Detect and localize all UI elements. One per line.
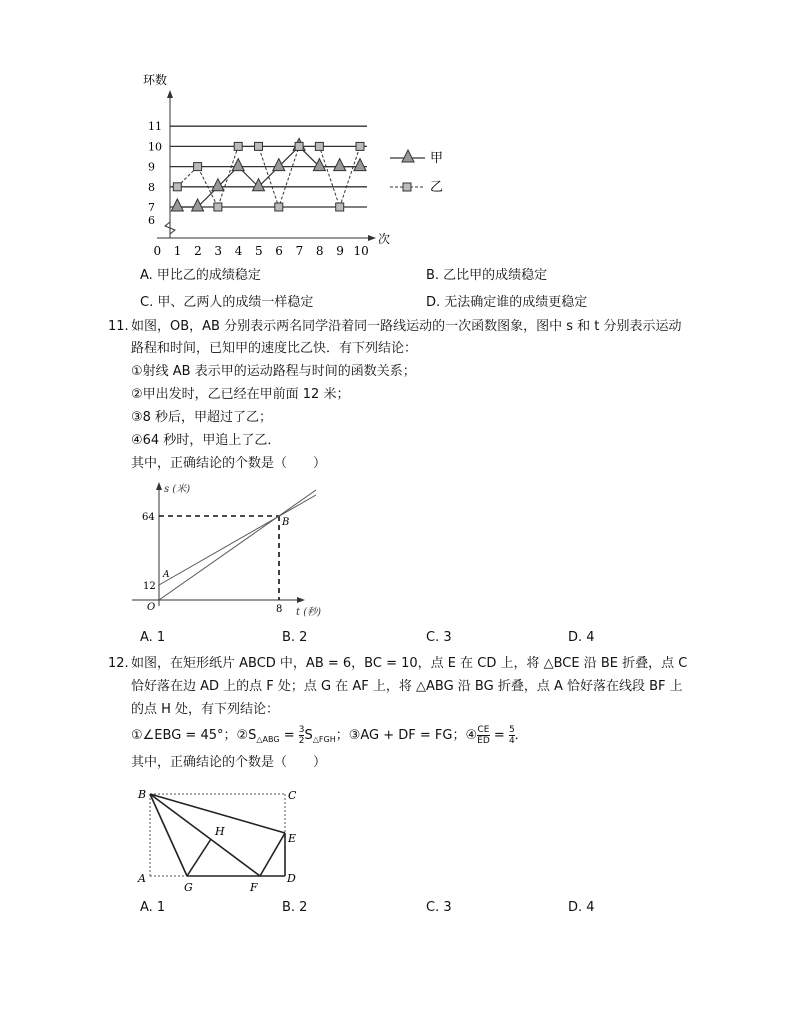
series-yi-point xyxy=(336,203,344,211)
series-jia-point xyxy=(354,159,366,171)
q12-conclusion-3: ③AG + DF = FG； xyxy=(348,728,466,743)
q12-conclusion-1: ①∠EBG = 45°； xyxy=(131,728,237,743)
figure-label-d: D xyxy=(287,872,296,885)
x-tick-6: 6 xyxy=(275,244,283,258)
figure-label-f: F xyxy=(250,881,258,894)
q11-conclusion-2: ②甲出发时，乙已经在甲前面 12 米； xyxy=(131,387,350,402)
x-tick-1: 1 xyxy=(173,244,182,258)
figure-label-e: E xyxy=(288,832,297,845)
y-tick-9: 9 xyxy=(148,160,155,174)
x-tick-3: 3 xyxy=(214,244,223,258)
graph-tick-12: 12 xyxy=(143,581,156,592)
distance-time-graph xyxy=(0,478,794,638)
q10-option-c[interactable]: C. 甲、乙两人的成绩一样稳定 xyxy=(140,295,314,310)
q12-conclusion-2: $②S_{\triangle ABG}$ = $\frac{3}{2}$ $S_{\triangle FGH}$； xyxy=(236,725,349,746)
x-tick-4: 4 xyxy=(234,244,243,258)
q12-conclusions xyxy=(131,725,528,751)
x-tick-7: 7 xyxy=(295,244,304,258)
y-tick-6: 6 xyxy=(148,214,155,227)
q12-question: 其中，正确结论的个数是（ ） xyxy=(131,755,327,770)
series-yi-point xyxy=(356,142,364,150)
q11-number: 11. xyxy=(108,319,129,334)
q11-text-line1: 如图，OB，AB 分别表示两名同学沿着同一路线运动的一次函数图象，图中 s 和 t 分别表示运动 xyxy=(131,319,682,334)
legend-yi-marker xyxy=(403,183,411,191)
y-tick-10: 10 xyxy=(148,140,162,154)
q11-conclusion-3: ③8 秒后，甲超过了乙； xyxy=(131,410,273,425)
y-axis-arrow xyxy=(167,90,173,98)
q12-text-line1: 如图，在矩形纸片 ABCD 中，AB = 6，BC = 10，点 E 在 CD 上，将 △BCE 沿 BE 折叠，点 C xyxy=(131,656,688,671)
graph-tick-64: 64 xyxy=(142,512,155,523)
series-jia-point xyxy=(171,199,183,211)
figure-label-g: G xyxy=(184,881,193,894)
figure-label-h: H xyxy=(215,825,225,838)
q11-text-line2: 路程和时间，已知甲的速度比乙快．有下列结论： xyxy=(131,341,418,356)
q11-option-d[interactable]: D. 4 xyxy=(568,630,595,645)
q12-text-line2: 恰好落在边 AD 上的点 F 处；点 G 在 AF 上，将 △ABG 沿 BG 折叠，点 A 恰好落在线段 BF 上 xyxy=(131,679,683,694)
q12-number: 12. xyxy=(108,656,129,671)
legend-yi-label: 乙 xyxy=(430,180,444,195)
q12-conclusion-4: ④ $\frac{CE}{ED}$ = $\frac{5}{4}$ ． xyxy=(465,725,528,746)
q11-option-c[interactable]: C. 3 xyxy=(426,630,452,645)
series-jia-point xyxy=(232,159,244,171)
series-yi-point xyxy=(295,142,303,150)
legend-jia-marker xyxy=(402,150,414,162)
q11-conclusion-1: ①射线 AB 表示甲的运动路程与时间的函数关系； xyxy=(131,364,416,379)
figure-label-a: A xyxy=(138,872,146,885)
x-tick-8: 8 xyxy=(315,244,324,258)
series-yi-point xyxy=(315,142,323,150)
graph-point-b: B xyxy=(282,517,290,528)
series-yi-point xyxy=(194,163,202,171)
y-tick-11: 11 xyxy=(148,120,162,134)
series-yi-line xyxy=(177,146,360,207)
q12-text-line3: 的点 H 处，有下列结论： xyxy=(131,702,280,717)
series-jia-point xyxy=(192,199,204,211)
x-tick-10: 10 xyxy=(353,244,369,258)
score-line-chart xyxy=(0,0,794,260)
graph-point-a: A xyxy=(163,570,170,580)
x-tick-0: 0 xyxy=(153,244,162,258)
series-jia-point xyxy=(253,179,265,191)
figure-label-c: C xyxy=(288,789,297,802)
x-axis-label: 次 xyxy=(378,232,391,246)
x-tick-9: 9 xyxy=(336,244,344,258)
legend-jia-label: 甲 xyxy=(430,151,444,166)
x-tick-5: 5 xyxy=(255,244,263,258)
y-axis-label: 环数 xyxy=(143,73,168,87)
series-jia-point xyxy=(212,179,224,191)
series-jia-point xyxy=(273,159,285,171)
q12-option-a[interactable]: A. 1 xyxy=(140,900,166,915)
figure-label-b: B xyxy=(138,788,147,801)
q11-option-a[interactable]: A. 1 xyxy=(140,630,166,645)
x-tick-2: 2 xyxy=(194,244,202,258)
series-yi-point xyxy=(255,142,263,150)
q10-option-b[interactable]: B. 乙比甲的成绩稳定 xyxy=(426,268,548,283)
q12-option-b[interactable]: B. 2 xyxy=(282,900,308,915)
q11-option-b[interactable]: B. 2 xyxy=(282,630,308,645)
series-yi-point xyxy=(234,142,242,150)
folding-rectangle-figure xyxy=(0,780,794,900)
q12-option-c[interactable]: C. 3 xyxy=(426,900,452,915)
graph-label-t: t (秒) xyxy=(296,607,321,618)
y-tick-8: 8 xyxy=(148,180,155,194)
q11-conclusion-4: ④64 秒时，甲追上了乙． xyxy=(131,433,281,448)
series-yi-point xyxy=(275,203,283,211)
q10-option-d[interactable]: D. 无法确定谁的成绩更稳定 xyxy=(426,295,588,310)
graph-tick-8: 8 xyxy=(276,604,283,615)
x-axis-arrow xyxy=(368,235,376,241)
series-yi-point xyxy=(214,203,222,211)
graph-label-s: s (米) xyxy=(164,484,191,495)
q12-option-d[interactable]: D. 4 xyxy=(568,900,595,915)
q11-question: 其中，正确结论的个数是（ ） xyxy=(131,456,327,471)
q10-option-a[interactable]: A. 甲比乙的成绩稳定 xyxy=(140,268,261,283)
y-tick-7: 7 xyxy=(148,201,155,214)
graph-origin: O xyxy=(147,602,156,613)
series-yi-point xyxy=(173,183,181,191)
series-jia-point xyxy=(334,159,346,171)
